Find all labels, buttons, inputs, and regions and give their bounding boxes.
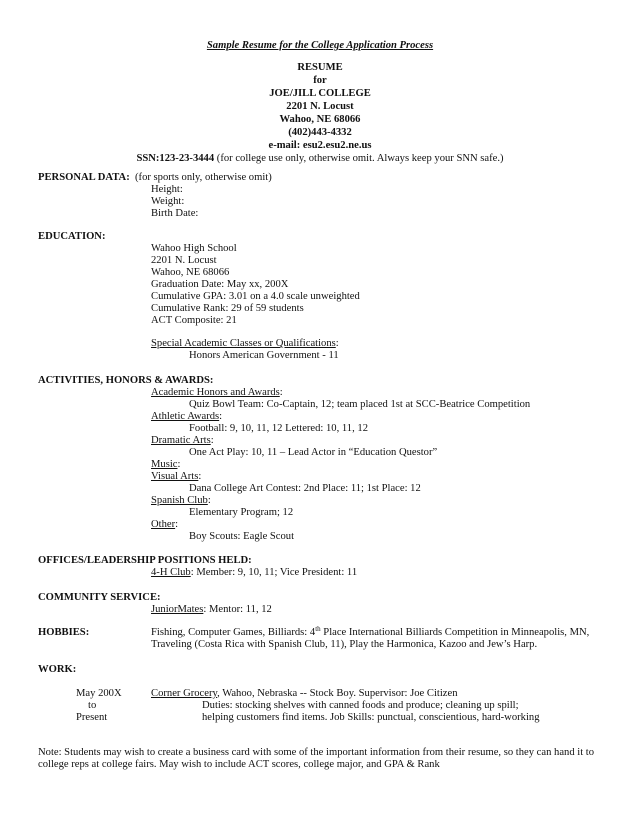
- ssn-value: SSN:123-23-3444: [136, 153, 215, 164]
- education-line: Cumulative Rank: 29 of 59 students: [151, 303, 304, 314]
- activities-heading: ACTIVITIES, HONORS & AWARDS:: [38, 375, 214, 386]
- work-employer-detail: , Wahoo, Nebraska -- Stock Boy. Supervisor: Joe Citizen: [217, 688, 458, 699]
- activity-group: Visual Arts:: [151, 471, 202, 482]
- activity-group: Academic Honors and Awards:: [151, 387, 283, 398]
- hobbies-text: Fishing, Computer Games, Billiards: 4: [151, 627, 316, 638]
- applicant-phone: (402)443-4332: [288, 127, 352, 138]
- ordinal-suffix: th: [315, 625, 321, 633]
- education-line: 2201 N. Locust: [151, 255, 217, 266]
- ssn-line: [0, 153, 640, 165]
- activity-item: Elementary Program; 12: [189, 507, 294, 518]
- work-heading: WORK:: [38, 664, 77, 675]
- education-line: Wahoo, NE 68066: [151, 267, 230, 278]
- personal-field: Weight:: [151, 196, 185, 207]
- education-line: ACT Composite: 21: [151, 315, 237, 326]
- activity-group: Music:: [151, 459, 181, 470]
- hobbies-heading: HOBBIES:: [38, 627, 90, 638]
- resume-label: RESUME: [297, 62, 343, 73]
- personal-heading: PERSONAL DATA:: [38, 172, 130, 183]
- personal-section: [38, 172, 272, 184]
- work-date-to-word: to: [88, 700, 97, 711]
- offices-heading: OFFICES/LEADERSHIP POSITIONS HELD:: [38, 555, 252, 566]
- activity-group: Dramatic Arts:: [151, 435, 214, 446]
- activity-group-label: Music: [151, 459, 178, 470]
- work-date-from: May 200X: [76, 688, 122, 699]
- personal-field: Height:: [151, 184, 183, 195]
- hobbies-text: Place International Billiards Competition in Minneapolis, MN,: [320, 627, 590, 638]
- work-duties: Duties: stocking shelves with canned foods and produce; cleaning up spill;: [202, 700, 519, 711]
- ssn-note: (for college use only, otherwise omit. Always keep your SNN safe.): [214, 153, 504, 164]
- work-date-to: Present: [76, 712, 108, 723]
- activity-group-label: Spanish Club: [151, 495, 208, 506]
- applicant-street: 2201 N. Locust: [286, 101, 354, 112]
- personal-field: Birth Date:: [151, 208, 199, 219]
- personal-note: (for sports only, otherwise omit): [135, 172, 272, 183]
- community-org: JuniorMates: [151, 604, 204, 615]
- work-employer: Corner Grocery: [151, 688, 218, 699]
- activity-item: Quiz Bowl Team: Co-Captain, 12; team placed 1st at SCC-Beatrice Competition: [189, 399, 531, 410]
- activity-group-label: Visual Arts: [151, 471, 199, 482]
- work-entry: [151, 688, 458, 700]
- education-heading: EDUCATION:: [38, 231, 106, 242]
- offices-org: 4-H Club: [151, 567, 191, 578]
- special-classes: Special Academic Classes or Qualifications:: [151, 338, 339, 349]
- education-line: Graduation Date: May xx, 200X: [151, 279, 289, 290]
- community-entry: [151, 604, 272, 616]
- document-title: Sample Resume for the College Application Process: [206, 40, 434, 51]
- activity-group: Athletic Awards:: [151, 411, 223, 422]
- footer-note: Note: Students may wish to create a business card with some of the important information from their resume, so they can hand it to: [38, 747, 595, 758]
- activity-item: Football: 9, 10, 11, 12 Lettered: 10, 11, 12: [189, 423, 368, 434]
- activity-group-label: Athletic Awards: [151, 411, 220, 422]
- activity-group-label: Academic Honors and Awards: [151, 387, 280, 398]
- activity-item: One Act Play: 10, 11 – Lead Actor in “Education Questor”: [189, 447, 438, 458]
- education-line: Cumulative GPA: 3.01 on a 4.0 scale unweighted: [151, 291, 360, 302]
- resume-for: for: [313, 75, 327, 86]
- hobbies-line: [151, 627, 589, 639]
- community-heading: COMMUNITY SERVICE:: [38, 592, 161, 603]
- offices-entry: [151, 567, 357, 579]
- footer-note: college reps at college fairs. May wish to include ACT scores, college major, and GPA & Rank: [38, 759, 440, 770]
- activity-item: Boy Scouts: Eagle Scout: [189, 531, 295, 542]
- activity-item: Dana College Art Contest: 2nd Place: 11; 1st Place: 12: [189, 483, 421, 494]
- special-item: Honors American Government - 11: [189, 350, 339, 361]
- applicant-email: e-mail: esu2.esu2.ne.us: [268, 140, 372, 151]
- applicant-city: Wahoo, NE 68066: [279, 114, 361, 125]
- applicant-name: JOE/JILL COLLEGE: [269, 88, 371, 99]
- hobbies-line: Traveling (Costa Rica with Spanish Club, 11), Play the Harmonica, Kazoo and Jew’s Harp.: [151, 639, 538, 650]
- special-heading: Special Academic Classes or Qualifications: [151, 338, 336, 349]
- activity-group-label: Dramatic Arts: [151, 435, 211, 446]
- activity-group: Other:: [151, 519, 179, 530]
- education-line: Wahoo High School: [151, 243, 237, 254]
- activity-group-label: Other: [151, 519, 176, 530]
- community-detail: : Mentor: 11, 12: [203, 604, 272, 615]
- work-duties: helping customers find items. Job Skills: punctual, conscientious, hard-working: [202, 712, 540, 723]
- activity-group: Spanish Club:: [151, 495, 211, 506]
- offices-detail: : Member: 9, 10, 11; Vice President: 11: [190, 567, 358, 578]
